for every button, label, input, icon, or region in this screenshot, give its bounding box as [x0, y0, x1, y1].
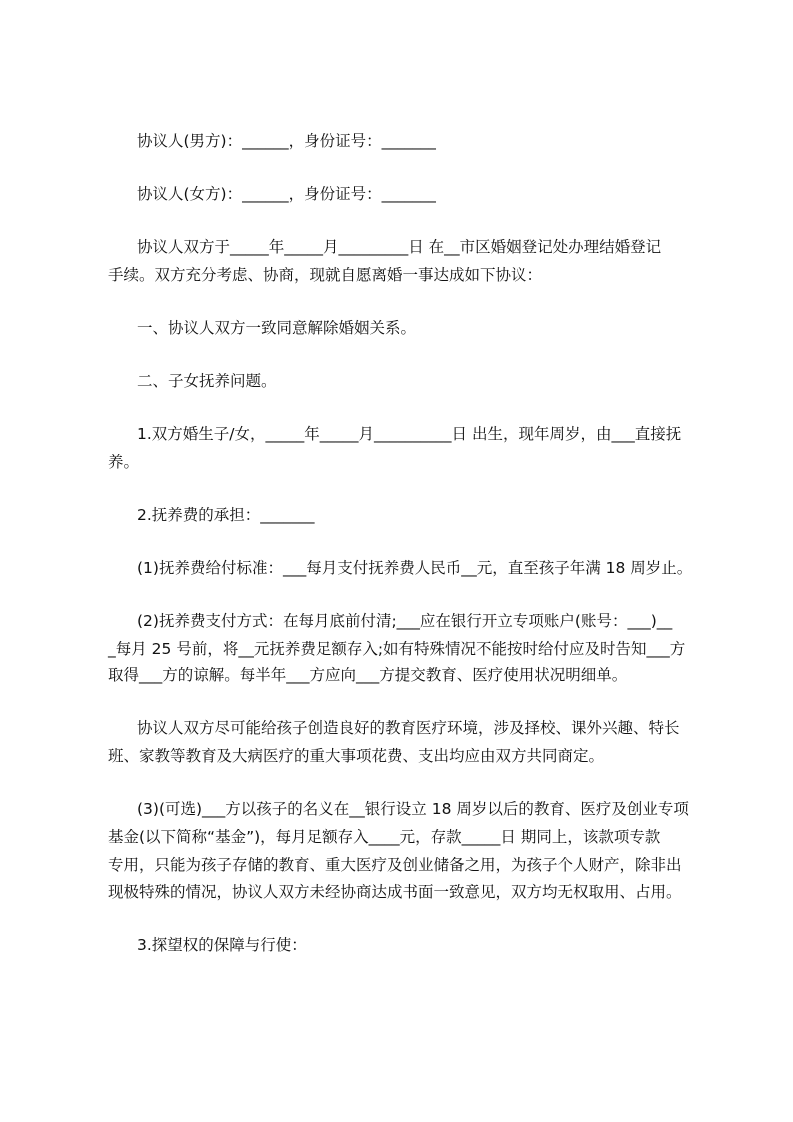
party-female-line: 协议人(女方)：______，身份证号：_______ — [137, 185, 436, 203]
visitation-heading: 3.探望权的保障与行使： — [137, 936, 307, 954]
education-line-1: 协议人双方尽可能给孩子创造良好的教育医疗环境，涉及择校、课外兴趣、特长 — [137, 719, 680, 737]
support-heading: 2.抚养费的承担：_______ — [137, 506, 315, 524]
child-line-1: 1.双方婚生子/女，_____年_____月__________日 出生，现年周岁，由___直接抚 — [137, 425, 682, 443]
child-line-2: 养。 — [108, 453, 140, 471]
fund-line-1: (3)(可选)___方以孩子的名义在__银行设立 18 周岁以后的教育、医疗及创业专项 — [137, 800, 689, 818]
fund-line-2: 基金(以下简称“基金”)，每月足额存入____元，存款_____日 期同上，该款项专款 — [108, 828, 661, 846]
support-payment-line-2: _每月 25 号前，将__元抚养费足额存入;如有特殊情况不能按时给付应及时告知___方 — [108, 640, 686, 658]
fund-line-4: 现极特殊的情况，协议人双方未经协商达成书面一致意见，双方均无权取用、占用。 — [108, 883, 682, 901]
clause-2: 二、子女抚养问题。 — [137, 372, 277, 390]
support-standard: (1)抚养费给付标准：___每月支付抚养费人民币__元，直至孩子年满 18 周岁止。 — [137, 559, 693, 577]
fund-line-3: 专用，只能为孩子存储的教育、重大医疗及创业储备之用，为孩子个人财产，除非出 — [108, 856, 682, 874]
education-line-2: 班、家教等教育及大病医疗的重大事项花费、支出均应由双方共同商定。 — [108, 747, 605, 765]
clause-1: 一、协议人双方一致同意解除婚姻关系。 — [137, 319, 417, 337]
intro-line-2: 手续。双方充分考虑、协商，现就自愿离婚一事达成如下协议： — [108, 266, 543, 284]
support-payment-line-3: 取得___方的谅解。每半年___方应向___方提交教育、医疗使用状况明细单。 — [108, 666, 628, 684]
party-male-line: 协议人(男方)：______，身份证号：_______ — [137, 132, 436, 150]
support-payment-line-1: (2)抚养费支付方式：在每月底前付清;___应在银行开立专项账户(账号：___)__ — [137, 612, 673, 630]
intro-line-1: 协议人双方于_____年_____月_________日 在__市区婚姻登记处办理结婚登记 — [137, 238, 662, 256]
